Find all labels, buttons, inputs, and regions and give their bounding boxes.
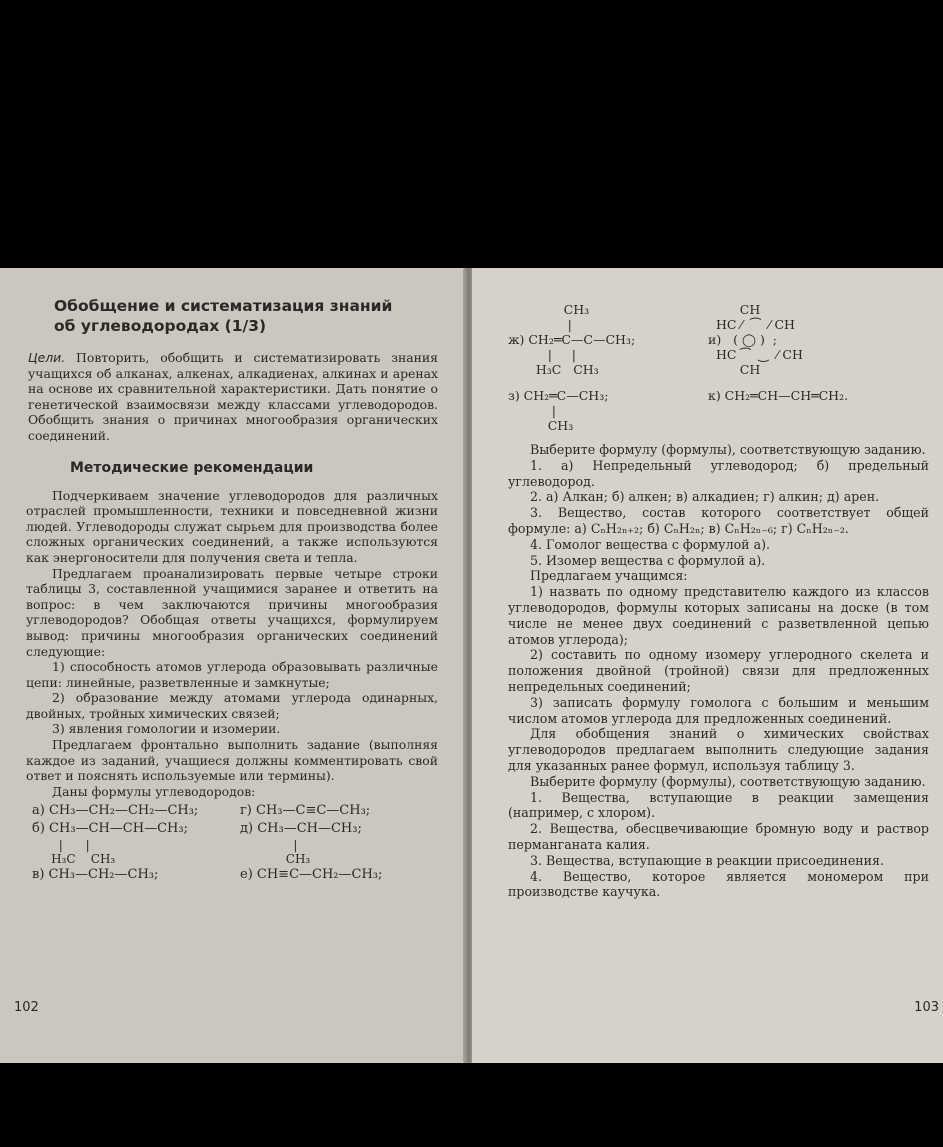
- formula-b-branches: H₃C CH₃: [32, 852, 116, 867]
- goals-label: Цели.: [28, 350, 66, 365]
- open-book: [0, 268, 943, 1063]
- title-line-1: Обобщение и систематизация знаний: [54, 297, 393, 315]
- right-paragraph-13: 1. Вещества, вступающие в реакции замещения (например, с хлором).: [508, 789, 929, 821]
- section-title: Методические рекомендации: [70, 459, 314, 476]
- formula-zh-bottom: H₃C CH₃: [508, 362, 599, 377]
- right-paragraph-9: 2) составить по одному изомеру углеродного скелета и положения двойной (тройной) связи для предложенных непредельных соединений;: [508, 647, 929, 694]
- right-paragraph-7: Предлагаем учащимся:: [530, 568, 688, 584]
- formula-zh-bond-bottom: | |: [508, 347, 577, 362]
- structural-formulas: [508, 302, 929, 442]
- right-paragraph-8: 1) назвать по одному представителю каждого из классов углеводородов, формулы которых записаны на доске (в том числе не менее двух соединений с разветвленной цепью атомов углерода);: [508, 584, 929, 647]
- paragraph-1: Подчеркиваем значение углеводородов для различных отраслей промышленности, техники и повседневной жизни людей. Углеводороды служат сырьем для производства более сложных органических соединений, а также используются как энергоносители для получения света и тепла.: [26, 487, 438, 565]
- right-paragraph-2: 1. а) Непредельный углеводород; б) предельный углеводород.: [508, 457, 929, 489]
- page-number-right: 103: [914, 1000, 939, 1015]
- right-paragraph-14: 2. Вещества, обесцвечивающие бромную воду и раствор перманганата калия.: [508, 821, 929, 852]
- goals-paragraph: [26, 350, 438, 444]
- paragraph-7: Даны формулы углеводородов:: [52, 783, 256, 799]
- formula-z: з) CH₂═C—CH₃;: [508, 388, 609, 403]
- formula-i-ring-bottom: HC ⁀ ‿ ⁄ CH: [708, 347, 803, 362]
- paragraph-6: Предлагаем фронтально выполнить задание (выполняя каждое из заданий, учащиеся должны комментировать свой ответ и пояснять используемые или термины).: [26, 737, 438, 784]
- formula-e: е) CH≡C—CH₂—CH₃;: [240, 867, 383, 883]
- paragraph-4: 2) образование между атомами углерода одинарных, двойных, тройных химических связей;: [26, 690, 438, 721]
- right-paragraph-12: Выберите формулу (формулы), соответствующую заданию.: [530, 773, 926, 789]
- formula-b-bonds: | |: [32, 838, 90, 853]
- formula-v: в) CH₃—CH₂—CH₃;: [32, 867, 159, 883]
- right-paragraph-6: 5. Изомер вещества с формулой а).: [530, 552, 766, 568]
- formula-d-branches: CH₃: [240, 852, 311, 867]
- formula-d: д) CH₃—CH—CH₃;: [240, 821, 362, 837]
- formula-a: а) CH₃—CH₂—CH₂—CH₃;: [32, 803, 199, 819]
- paragraph-3: 1) способность атомов углерода образовывать различные цепи: линейные, разветвленные и замкнутые;: [26, 659, 438, 690]
- formula-i-top: CH: [708, 302, 761, 317]
- formula-i-ring-top: HC ⁄ ⁀ ⁄ CH: [708, 317, 795, 332]
- formula-z-bottom: CH₃: [508, 418, 574, 433]
- right-paragraph-4: 3. Вещество, состав которого соответствует общей формуле: а) CₙH₂ₙ₊₂; б) CₙH₂ₙ; в) CₙH₂ₙ₋₆; г) CₙH₂ₙ₋₂.: [508, 505, 929, 536]
- left-page: [0, 268, 466, 1063]
- goals-text: Повторить, обобщить и систематизировать знания учащихся об алканах, алкенах, алкадиенах, алкинах и аренах на основе их сравнительной характеристики. Дать понятие о генетической взаимосвязи между классами углеводородов. Обобщить знания о причинах многообразия органических соединений.: [28, 350, 438, 443]
- formula-i-bottom: CH: [708, 362, 761, 377]
- right-paragraph-10: 3) записать формулу гомолога с большим и меньшим числом атомов углерода для предложенных соединений.: [508, 694, 929, 726]
- right-paragraph-5: 4. Гомолог вещества с формулой а).: [530, 536, 770, 552]
- formula-g: г) CH₃—C≡C—CH₃;: [240, 803, 371, 819]
- formula-zh: ж) CH₂═C—C—CH₃;: [508, 332, 636, 347]
- formula-d-bonds: |: [240, 838, 298, 853]
- right-paragraph-1: Выберите формулу (формулы), соответствующую заданию.: [530, 442, 926, 457]
- right-page: [472, 268, 943, 1063]
- formula-z-bond: |: [508, 403, 556, 418]
- right-paragraph-16: 4. Вещество, которое является мономером при производстве каучука.: [508, 868, 929, 900]
- formula-k: к) CH₂═CH—CH═CH₂.: [708, 388, 849, 403]
- title-line-2: об углеводородах (1/3): [54, 317, 267, 335]
- paragraph-5: 3) явления гомологии и изомерии.: [52, 721, 281, 737]
- paragraph-2: Предлагаем проанализировать первые четыре строки таблицы 3, составленной учащимися заранее и ответить на вопрос: в чем заключаются причины многообразия углеводородов? Обобщая ответы учащихся, формулируем вывод: причины многообразия органических соединений следующие:: [26, 565, 438, 659]
- page-title: [54, 296, 438, 336]
- formula-zh-top: CH₃: [508, 302, 590, 317]
- formula-b: б) CH₃—CH—CH—CH₃;: [32, 821, 188, 837]
- right-paragraph-11: Для обобщения знаний о химических свойствах углеводородов предлагаем выполнить следующие задания для указанных ранее формул, используя таблицу 3.: [508, 726, 929, 773]
- page-number-left: 102: [14, 1000, 39, 1015]
- right-paragraph-3: 2. а) Алкан; б) алкен; в) алкадиен; г) алкин; д) арен.: [530, 489, 880, 505]
- formula-list: [26, 802, 438, 884]
- formula-zh-bond-top: |: [508, 317, 572, 332]
- right-paragraph-15: 3. Вещества, вступающие в реакции присоединения.: [530, 852, 885, 868]
- formula-i: и) ( ◯ ) ;: [708, 332, 777, 347]
